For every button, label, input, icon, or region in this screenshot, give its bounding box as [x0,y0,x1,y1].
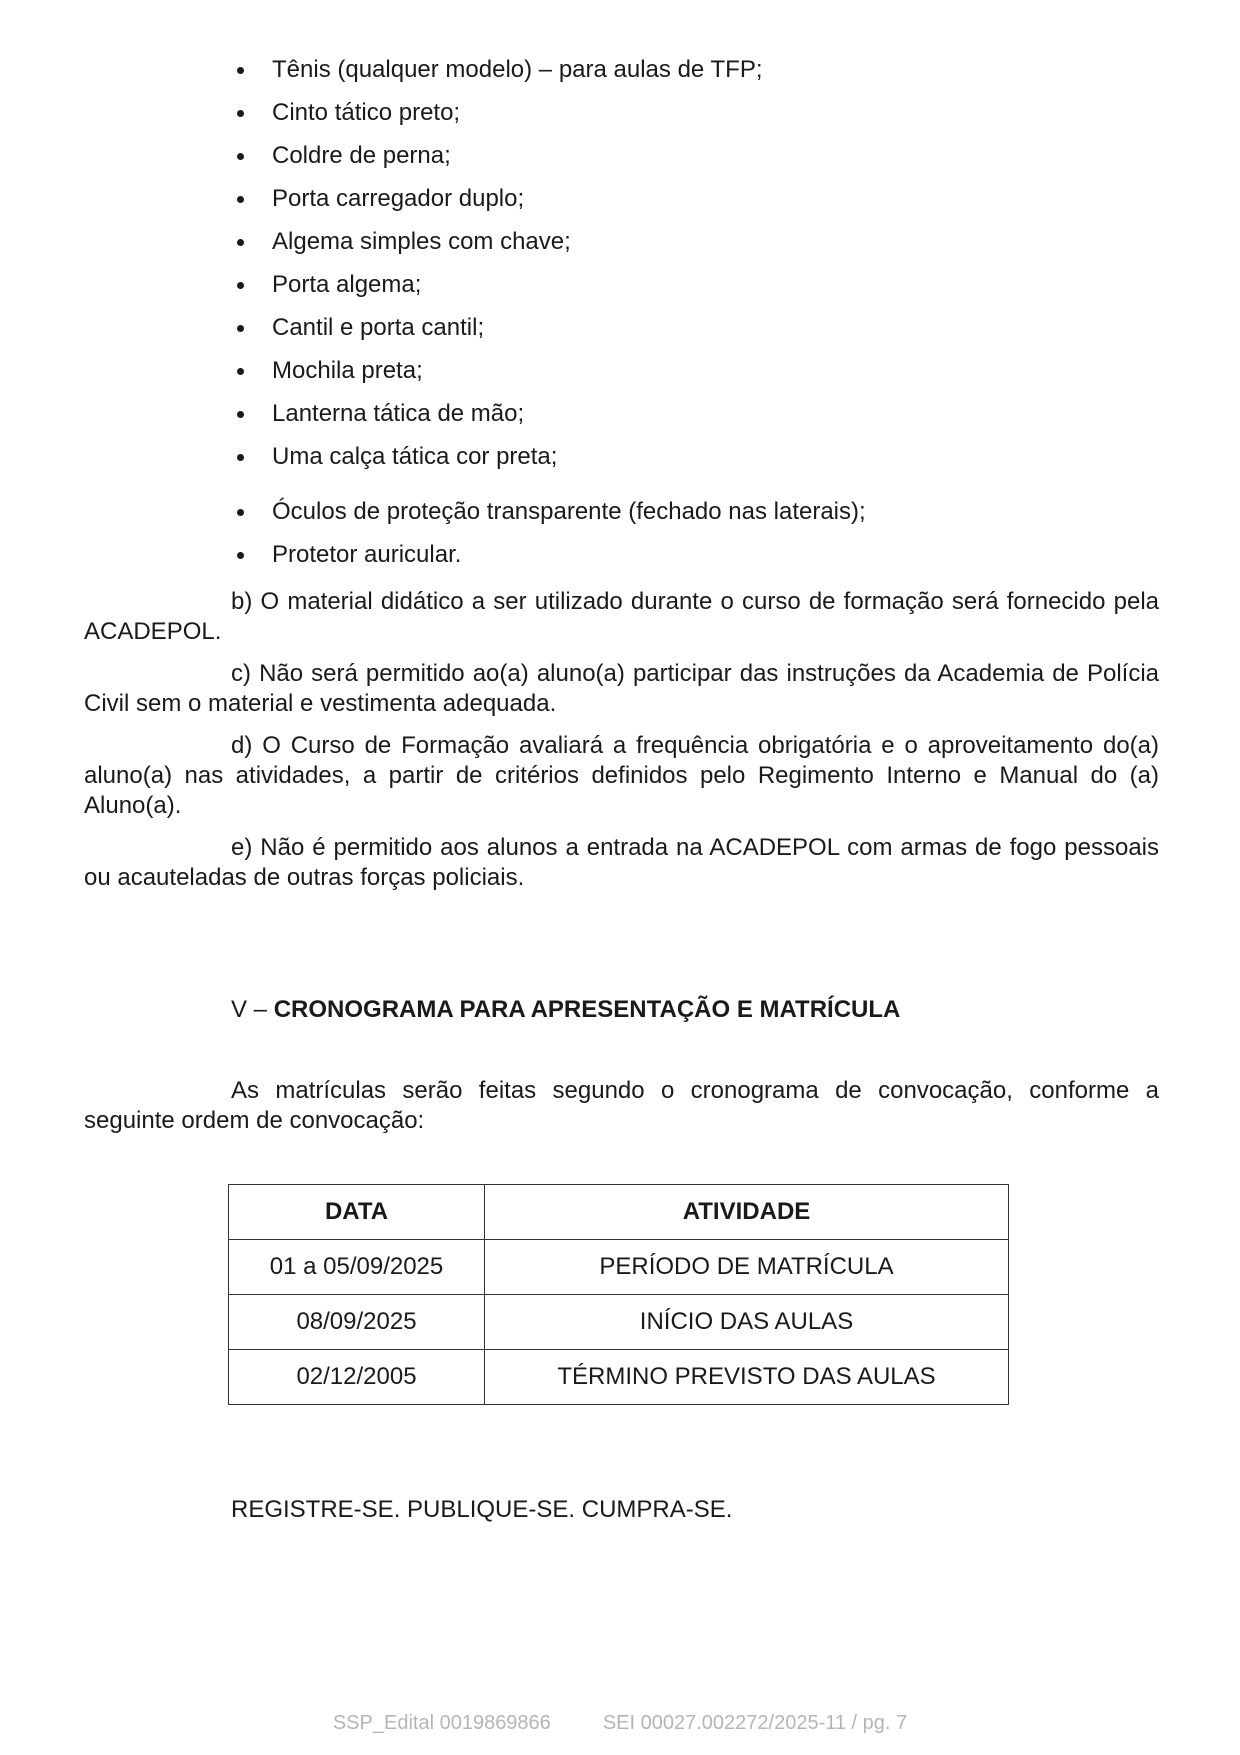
activity-cell: TÉRMINO PREVISTO DAS AULAS [485,1350,1009,1405]
list-item: Algema simples com chave; [228,224,1128,267]
bullet-icon [237,509,244,516]
list-item: Óculos de proteção transparente (fechado nas laterais); [228,494,1128,537]
bullet-icon [237,67,244,74]
table-row [229,1350,1009,1405]
activity-cell: PERÍODO DE MATRÍCULA [485,1240,1009,1295]
list-item: Tênis (qualquer modelo) – para aulas de TFP; [228,52,1128,95]
paragraph-d: d) O Curso de Formação avaliará a frequência obrigatória e o aproveitamento do(a) aluno(a) nas atividades, a partir de critérios definidos pelo Regimento Interno e Manual do (a) Aluno(a). [84,732,1159,819]
closing-statement: REGISTRE-SE. PUBLIQUE-SE. CUMPRA-SE. [231,1496,733,1523]
list-item: Porta algema; [228,267,1128,310]
page-footer [0,1712,1240,1735]
bullet-icon [237,196,244,203]
footer-process-page: SEI 00027.002272/2025-11 / pg. 7 [602,1712,908,1734]
bullet-icon [237,325,244,332]
list-item: Lanterna tática de mão; [228,396,1128,439]
footer-document-id: SSP_Edital 0019869866 [332,1712,551,1734]
section-intro: As matrículas serão feitas segundo o cronograma de convocação, conforme a seguinte ordem de convocação: [84,1077,1159,1134]
section-title: CRONOGRAMA PARA APRESENTAÇÃO E MATRÍCULA [273,996,901,1023]
list-item: Protetor auricular. [228,537,1128,580]
column-header-activity: ATIVIDADE [485,1185,1009,1240]
column-header-date: DATA [229,1185,485,1240]
table-header-row [229,1185,1009,1240]
paragraph-c: c) Não será permitido ao(a) aluno(a) participar das instruções da Academia de Polícia Civil sem o material e vestimenta adequada. [84,660,1159,717]
table-row [229,1295,1009,1350]
bullet-icon [237,239,244,246]
list-item: Mochila preta; [228,353,1128,396]
list-item: Cinto tático preto; [228,95,1128,138]
bullet-icon [237,552,244,559]
paragraph-e: e) Não é permitido aos alunos a entrada na ACADEPOL com armas de fogo pessoais ou acauteladas de outras forças policiais. [84,834,1159,891]
list-item: Uma calça tática cor preta; [228,439,1128,482]
bullet-icon [237,454,244,461]
bullet-icon [237,368,244,375]
list-item: Cantil e porta cantil; [228,310,1128,353]
date-cell: 08/09/2025 [229,1295,485,1350]
section-heading: V – CRONOGRAMA PARA APRESENTAÇÃO E MATRÍCULA [231,996,901,1023]
paragraph-b: b) O material didático a ser utilizado durante o curso de formação será fornecido pela ACADEPOL. [84,588,1159,645]
bullet-icon [237,153,244,160]
date-cell: 01 a 05/09/2025 [229,1240,485,1295]
date-cell: 02/12/2005 [229,1350,485,1405]
list-item: Coldre de perna; [228,138,1128,181]
list-item: Porta carregador duplo; [228,181,1128,224]
schedule-table [228,1184,1009,1405]
activity-cell: INÍCIO DAS AULAS [485,1295,1009,1350]
bullet-icon [237,110,244,117]
bullet-icon [237,282,244,289]
equipment-list [228,52,1128,580]
bullet-icon [237,411,244,418]
table-row [229,1240,1009,1295]
